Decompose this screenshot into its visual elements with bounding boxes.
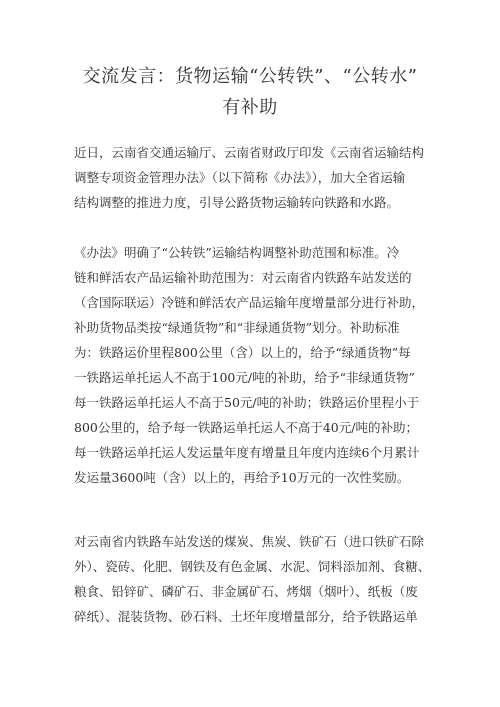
paragraph-3 [74, 529, 444, 629]
paragraph-line: 800公里的，给予每一铁路运单托运人不高于40元/吨的补助； [74, 420, 418, 435]
paragraph-line: 对云南省内铁路车站发送的煤炭、焦炭、铁矿石（进口铁矿石除 [74, 534, 425, 549]
paragraph-line: （含国际联运）冷链和鲜活农产品运输年度增量部分进行补助， [74, 295, 425, 310]
paragraph-2 [74, 240, 444, 490]
paragraph-1 [74, 140, 444, 215]
paragraph-line: 每一铁路运单托运人不高于50元/吨的补助；铁路运价里程小于 [74, 395, 420, 410]
paragraph-line: 链和鲜活农产品运输补助范围为：对云南省内铁路车站发送的 [74, 270, 412, 285]
paragraph-line: 外）、瓷砖、化肥、钢铁及有色金属、水泥、饲料添加剂、食糖、 [74, 559, 431, 574]
paragraph-line: 碎纸）、混装货物、砂石料、土坯年度增量部分，给予铁路运单 [74, 609, 418, 624]
paragraph-line: 调整专项资金管理办法》（以下简称《办法》），加大全省运输 [74, 170, 406, 185]
document-title-line-2: 有补助 [222, 97, 278, 118]
paragraph-line: 一铁路运单托运人不高于100元/吨的补助，给予“非绿通货物” [74, 370, 415, 385]
paragraph-line: 补助货物品类按“绿通货物”和“非绿通货物”划分。补助标准 [74, 320, 400, 335]
paragraph-line: 《办法》明确了“公转铁”运输结构调整补助范围和标准。冷 [74, 245, 400, 260]
document-title-line-1: 交流发言：货物运输“公转铁”、“公转水” [82, 66, 418, 87]
paragraph-line: 发运量3600吨（含）以上的，再给予10万元的一次性奖励。 [74, 470, 410, 485]
paragraph-line: 为：铁路运价里程800公里（含）以上的，给予“绿通货物”每 [74, 345, 411, 360]
paragraph-line: 近日，云南省交通运输厅、云南省财政厅印发《云南省运输结构 [74, 145, 425, 160]
paragraph-line: 粮食、铅锌矿、磷矿石、非金属矿石、烤烟（烟叶）、纸板（废 [74, 584, 418, 599]
paragraph-line: 结构调整的推进力度，引导公路货物运输转向铁路和水路。 [74, 195, 400, 210]
paragraph-line: 每一铁路运单托运人发运量年度有增量且年度内连续6个月累计 [74, 445, 420, 460]
